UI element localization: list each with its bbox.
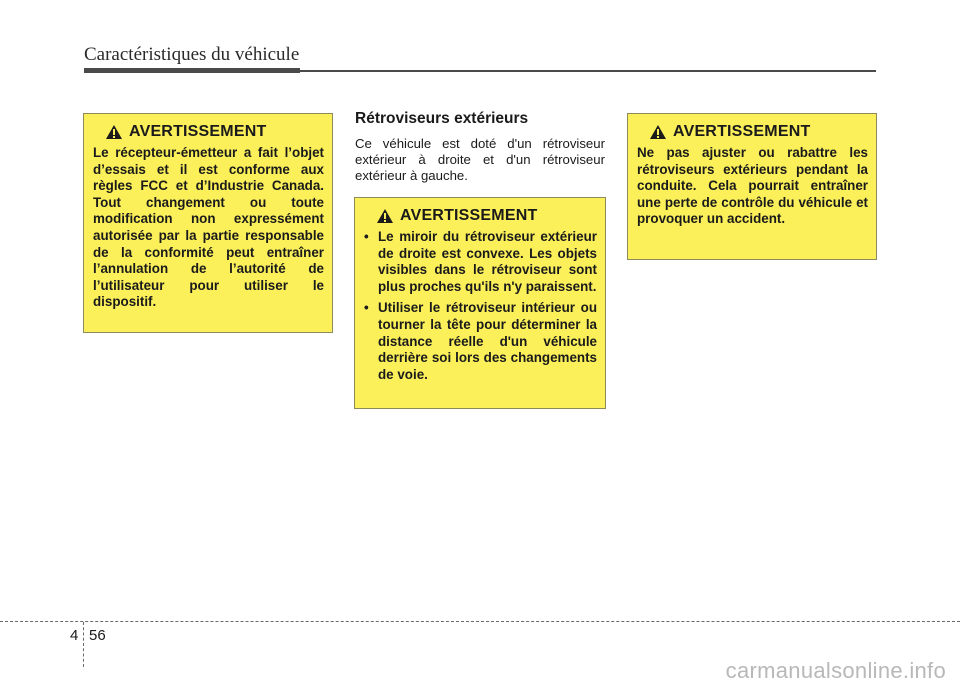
warning-text: Le récepteur-émetteur a fait l’objet d’essais et il est conforme aux règles FCC et d’Industrie Canada. Tout changement ou toute modification non expressément autorisée par la partie responsable de la conformité peut entraîner l’annulation de l’autorité de l’utilisateur pour utiliser le dispositif. <box>93 145 324 310</box>
warning-box-fcc <box>83 113 333 333</box>
section-title: Rétroviseurs extérieurs <box>355 110 529 127</box>
warning-header <box>649 122 868 142</box>
page-header-title: Caractéristiques du véhicule <box>84 44 300 65</box>
warning-box-driving <box>627 113 877 260</box>
warning-title: AVERTISSEMENT <box>400 207 538 224</box>
list-item: • Utiliser le rétroviseur intérieur ou tourner la tête pour déterminer la distance réelle d'un véhicule derrière soi lors des changements de voie. <box>364 300 597 382</box>
section-body: Ce véhicule est doté d'un rétroviseur extérieur à droite et d'un rétroviseur extérieur à gauche. <box>355 136 605 183</box>
footer-vertical-divider <box>83 622 84 667</box>
warning-list <box>364 229 597 383</box>
footer-divider <box>0 621 960 622</box>
warning-triangle-icon <box>376 208 394 224</box>
warning-triangle-icon <box>105 124 123 140</box>
header-rule-thick <box>84 68 300 73</box>
warning-title: AVERTISSEMENT <box>129 123 267 140</box>
list-item: • Le miroir du rétroviseur extérieur de droite est convexe. Les objets visibles dans le rétroviseur sont plus proches qu'ils n'y paraissent. <box>364 229 597 294</box>
list-item-text: Utiliser le rétroviseur intérieur ou tourner la tête pour déterminer la distance réelle d'un véhicule derrière soi lors des changements de voie. <box>378 300 597 382</box>
warning-box-mirror <box>354 197 606 409</box>
warning-title: AVERTISSEMENT <box>673 123 811 140</box>
warning-header <box>376 206 597 226</box>
page-number: 56 <box>89 627 106 644</box>
chapter-number: 4 <box>70 627 79 644</box>
header-rule-thin <box>300 70 876 72</box>
warning-header <box>105 122 324 142</box>
warning-triangle-icon <box>649 124 667 140</box>
list-item-text: Le miroir du rétroviseur extérieur de droite est convexe. Les objets visibles dans le rétroviseur sont plus proches qu'ils n'y paraissent. <box>378 229 597 294</box>
warning-text: Ne pas ajuster ou rabattre les rétroviseurs extérieurs pendant la conduite. Cela pourrait entraîner une perte de contrôle du véhicule et provoquer un accident. <box>637 145 868 227</box>
watermark: carmanualsonline.info <box>725 658 946 683</box>
